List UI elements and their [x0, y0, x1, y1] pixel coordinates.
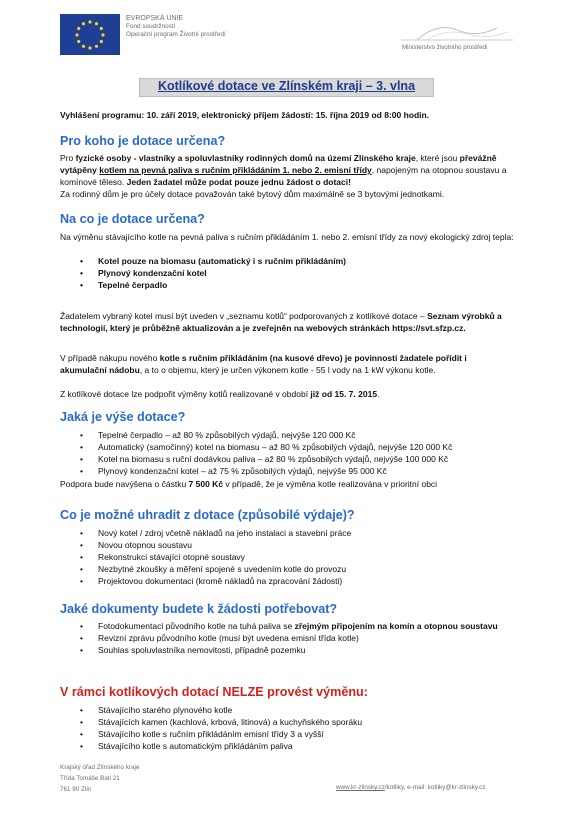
who-note: Za rodinný dům je pro účely dotace považován také bytový dům maximálně se 3 bytovými jednotkami.: [60, 189, 445, 199]
footer-street: Třída Tomáše Bati 21: [60, 775, 120, 782]
list-item: • Nezbytné zkoušky a měření spojené s uvedením kotle do provozu: [78, 563, 351, 575]
list-item: • Nový kotel / zdroj včetně nákladů na jeho instalaci a stavební práce: [78, 527, 351, 539]
amount-note: Podpora bude navýšena o částku 7 500 Kč v případě, že je výměna kotle realizována v prioritní obci: [60, 479, 438, 489]
footer-contact: www.kr-zlinsky.cz/kotliky, e-mail: kotliky@kr-zlinsky.cz: [336, 784, 486, 791]
accumulation-paragraph: V případě nákupu nového kotle s ručním přikládáním (na kusové dřevo) je povinností žadatele pořídit i akumulační nádobu, a to o objemu, který je určen výkonem kotle - 55 l vody na 1 kW výkonu kotle.: [60, 353, 467, 375]
eu-logo-text: [126, 15, 226, 39]
heading-documents: Jaké dokumenty budete k žádosti potřebovat?: [60, 602, 338, 616]
list-item: • Stávajících kamen (kachlová, krbová, litinová) a kuchyňského sporáku: [78, 716, 362, 728]
list-item: • Automatický (samočinný) kotel na biomasu – až 80 % způsobilých výdajů, nejvýše 120 000 Kč: [78, 441, 452, 453]
footer-email[interactable]: kotliky@kr-zlinsky.cz: [427, 784, 486, 791]
footer-org: Krajský úřad Zlínského kraje: [60, 764, 140, 771]
not-allowed-list: [78, 704, 362, 752]
list-item: • Tepelné čerpadlo: [78, 279, 346, 291]
documents-list: [78, 620, 515, 656]
list-item: • Stávajícího starého plynového kotle: [78, 704, 362, 716]
amount-list: [78, 429, 452, 477]
heading-what: Na co je dotace určena?: [60, 212, 205, 226]
list-item: • Rekonstrukci stávající otopné soustavy: [78, 551, 351, 563]
footer-address: [60, 762, 139, 795]
boiler-list-paragraph: Žadatelem vybraný kotel musí být uveden v „seznamu kotlů“ podporovaných z kotlíkové dotace – Seznam výrobků a technologií, který je průběžně aktualizován a je zveřejněn na webových stránkách https://svt.sfzp.cz.: [60, 311, 502, 333]
list-item: • Plynový kondenzační kotel – až 75 % způsobilých výdajů, nejvýše 95 000 Kč: [78, 465, 452, 477]
footer-web-link[interactable]: www.kr-zlinsky.cz: [336, 784, 385, 791]
list-item: • Kotel na biomasu s ruční dodávkou paliva – až 80 % způsobilých výdajů, nejvýše 100 000 Kč: [78, 453, 452, 465]
list-item: • Stávajícího kotle s automatickým přikládáním paliva: [78, 740, 362, 752]
eu-line3: Operační program Životní prostředí: [126, 31, 226, 38]
eligible-costs-list: [78, 527, 351, 587]
list-item: • Plynový kondenzační kotel: [78, 267, 346, 279]
eu-line2: Fond soudržnosti: [126, 23, 176, 30]
list-item: • Souhlas spoluvlastníka nemovitosti, případně pozemku: [78, 644, 515, 656]
page-title: Kotlíkové dotace ve Zlínském kraji – 3. vlna: [157, 79, 416, 93]
heading-not-allowed: V rámci kotlíkových dotací NELZE provést výměnu:: [60, 685, 368, 699]
list-item: • Fotodokumentaci původního kotle na tuhá paliva se zřejmým připojením na komín a otopnou soustavu: [78, 620, 515, 632]
list-item: • Tepelné čerpadlo – až 80 % způsobilých výdajů, nejvýše 120 000 Kč: [78, 429, 452, 441]
what-list: [78, 255, 346, 291]
who-paragraph: Pro fyzické osoby - vlastníky a spoluvlastníky rodinných domů na území Zlínského kraje, které jsou převážně vytápěny kotlem na pevná paliva s ručním přikládáním 1. nebo 2. emisní třídy, napojeným na otopnou soustavu a komínové těleso. Jeden žadatel může podat pouze jednu žádost o dotaci!: [60, 153, 507, 187]
heading-eligible-costs: Co je možné uhradit z dotace (způsobilé výdaje)?: [60, 508, 355, 522]
what-intro: Na výměnu stávajícího kotle na pevná paliva s ručním přikládáním 1. nebo 2. emisní třídy za nový ekologický zdroj tepla:: [60, 232, 514, 242]
list-item: • Novou otopnou soustavu: [78, 539, 351, 551]
list-item: • Stávajícího kotle s ručním přikládáním emisní třídy 3 a vyšší: [78, 728, 362, 740]
period-paragraph: Z kotlíkové dotace lze podpořit výměny kotlů realizované v období již od 15. 7. 2015.: [60, 389, 380, 399]
program-announcement: Vyhlášení programu: 10. září 2019, elektronický příjem žádostí: 15. října 2019 od 8:00 hodin.: [60, 110, 430, 120]
heading-amount: Jaká je výše dotace?: [60, 410, 186, 424]
list-item: • Projektovou dokumentaci (kromě nákladů na zpracování žádosti): [78, 575, 351, 587]
list-item: • Kotel pouze na biomasu (automatický i s ručním přikládáním): [78, 255, 346, 267]
list-item: • Revizní zprávu původního kotle (musí být uvedena emisní třída kotle): [78, 632, 515, 644]
footer-city: 761 90 Zlín: [60, 786, 92, 793]
ministry-text: Ministerstvo životního prostředí: [402, 44, 488, 51]
eu-line1: EVROPSKÁ UNIE: [126, 15, 184, 22]
eu-flag-logo: [60, 14, 120, 55]
heading-who: Pro koho je dotace určena?: [60, 134, 226, 148]
